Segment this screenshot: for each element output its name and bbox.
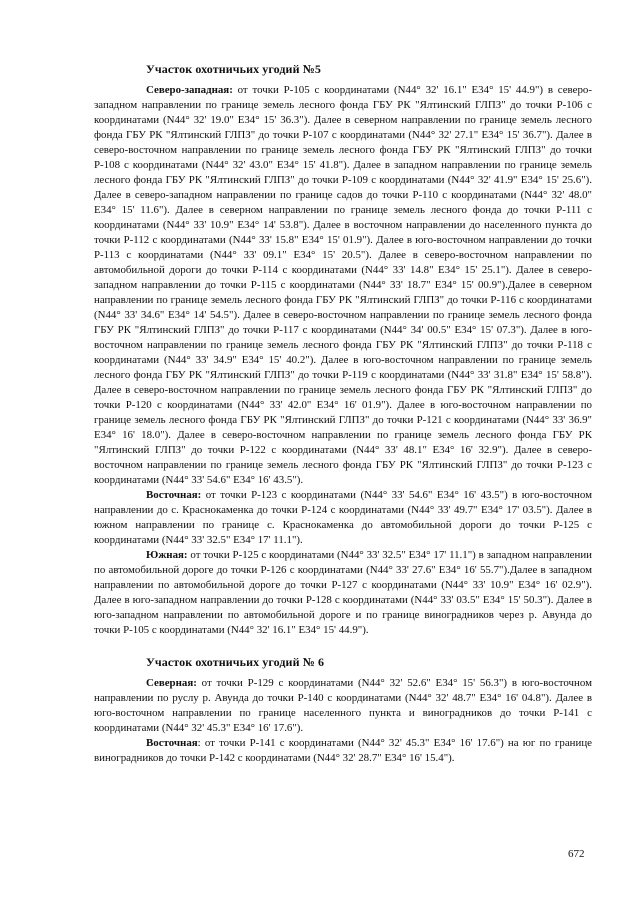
section-6-title: Участок охотничьих угодий № 6 (146, 655, 325, 669)
section-6-north-paragraph (94, 676, 592, 736)
east-label-6: Восточная (146, 737, 198, 749)
section-5-title: Участок охотничьих угодий №5 (146, 62, 321, 76)
south-label: Южная: (146, 549, 188, 561)
south-text: от точки Р-125 с координатами (N44° 33' 32.5" E34° 17' 11.1") в западном направлении по автомобильной дороге до точки Р-126 с координатами (N44° 33' 27.6" E34° 16' 55.7").Далее в западном направлении по автомобильной дороге до точки Р-127 с координатами (N44° 33' 10.9" E34° 16' 02.9"). Далее в юго-западном направлении до точки Р-128 с координатами (N44° 33' 03.5" E34° 15' 50.3"). Далее в юго-западном направлении по автомобильной дороге и по границе виноградников через р. Авунда до точки Р-105 с координатами (N44° 32' 16.1" E34° 15' 44.9"). (94, 549, 592, 636)
section-5-south-paragraph (94, 548, 592, 638)
north-text: от точки Р-129 с координатами (N44° 32' 52.6" E34° 15' 56.3") в юго-восточном направлении по руслу р. Авунда до точки Р-140 с координатами (N44° 32' 48.7" E34° 16' 04.8"). Далее в юго-восточном направлении по границе населенного пункта и виноградников до точки Р-141 с координатами (N44° 32' 45.3" E34° 16' 17.6"). (94, 677, 592, 734)
east-text: от точки Р-123 с координатами (N44° 33' 54.6" E34° 16' 43.5") в юго-восточном направлении до с. Краснокаменка до точки Р-124 с координатами (N44° 33' 49.7" E34° 17' 03.5"). Далее в южном направлении по границе с. Краснокаменка до автомобильной дороги до точки Р-125 с координатами (N44° 33' 32.5" E34° 17' 11.1"). (94, 489, 592, 546)
east-label: Восточная: (146, 489, 202, 501)
northwest-text: от точки Р-105 с координатами (N44° 32' 16.1" E34° 15' 44.9") в северо-западном направлении по границе земель лесного фонда ГБУ РК "Ялтинский ГЛПЗ" до точки Р-106 с координатами (N44° 32' 19.0" E34° 15' 36.3"). Далее в северном направлении по границе земель лесного фонда ГБУ РК "Ялтинский ГЛПЗ" до точки Р-107 с координатами (N44° 32' 27.1" E34° 15' 36.7"). Далее в северо-восточном направлении по границе земель лесного фонда ГБУ РК "Ялтинский ГЛПЗ" до точки Р-108 с координатами (N44° 32' 43.0" E34° 15' 41.8"). Далее в западном направлении по границе земель лесного фонда ГБУ РК "Ялтинский ГЛПЗ" до точки Р-109 с координатами (N44° 32' 41.9" E34° 15' 25.6"). Далее в северо-западном направлении по границе садов до точки Р-110 с координатами (N44° 32' 48.0" E34° 15' 11.6"). Далее в северном направлении по границе земель лесного фонда до точки Р-111 с координатами (N44° 33' 10.9" E34° 14' 53.8"). Далее в восточном направлении до населенного пункта до точки Р-112 с координатами (N44° 33' 15.8" E34° 15' 01.9"). Далее в юго-восточном направлении до точки Р-113 с координатами (N44° 33' 09.1" E34° 15' 20.5"). Далее в северо-восточном направлении по автомобильной дороги до точки Р-114 с координатами (N44° 33' 14.8" E34° 15' 25.1"). Далее в северо-западном направлении до точки Р-115 с координатами (N44° 33' 18.7" E34° 15' 00.9").Далее в северном направлении по границе земель лесного фонда ГБУ РК "Ялтинский ГЛПЗ" до точки Р-116 с координатами (N44° 33' 34.6" E34° 14' 54.5"). Далее в северо-восточном направлении по границе земель лесного фонда ГБУ РК "Ялтинский ГЛПЗ" до точки Р-117 с координатами (N44° 34' 00.5" E34° 15' 07.3"). Далее в юго-восточном направлении по границе земель лесного фонда ГБУ РК "Ялтинский ГЛПЗ" до точки Р-118 с координатами (N44° 33' 34.9" E34° 15' 40.2"). Далее в юго-восточном направлении по границе земель лесного фонда ГБУ РК "Ялтинский ГЛПЗ" до точки Р-119 с координатами (N44° 33' 31.8" E34° 15' 58.8"). Далее в северо-восточном направлении по границе земель лесного фонда ГБУ РК "Ялтинский ГЛПЗ" до точки Р-120 с координатами (N44° 33' 42.0" E34° 16' 01.9"). Далее в юго-восточном направлении по границе земель лесного фонда ГБУ РК "Ялтинский ГЛПЗ" до точки Р-121 с координатами (N44° 33' 36.9" E34° 16' 18.0"). Далее в северо-восточном направлении по границе земель лесного фонда ГБУ РК "Ялтинский ГЛПЗ" до точки Р-122 с координатами (N44° 33' 48.1" E34° 16' 32.9"). Далее в северо-восточном направлении по границе земель лесного фонда ГБУ РК "Ялтинский ГЛПЗ" до точки Р-123 с координатами (N44° 33' 54.6" E34° 16' 43.5"). (94, 84, 592, 486)
section-5-northwest-paragraph (94, 83, 592, 488)
document-page (94, 62, 592, 766)
northwest-label: Северо-западная: (146, 84, 233, 96)
east-text-6: : от точки Р-141 с координатами (N44° 32' 45.3" E34° 16' 17.6") на юг по границе виноградников до точки Р-142 с координатами (N44° 32' 28.7" E34° 16' 15.4"). (94, 737, 592, 764)
page-number: 672 (568, 848, 585, 860)
section-5-east-paragraph (94, 488, 592, 548)
section-6-east-paragraph (94, 736, 592, 766)
north-label: Северная: (146, 677, 197, 689)
